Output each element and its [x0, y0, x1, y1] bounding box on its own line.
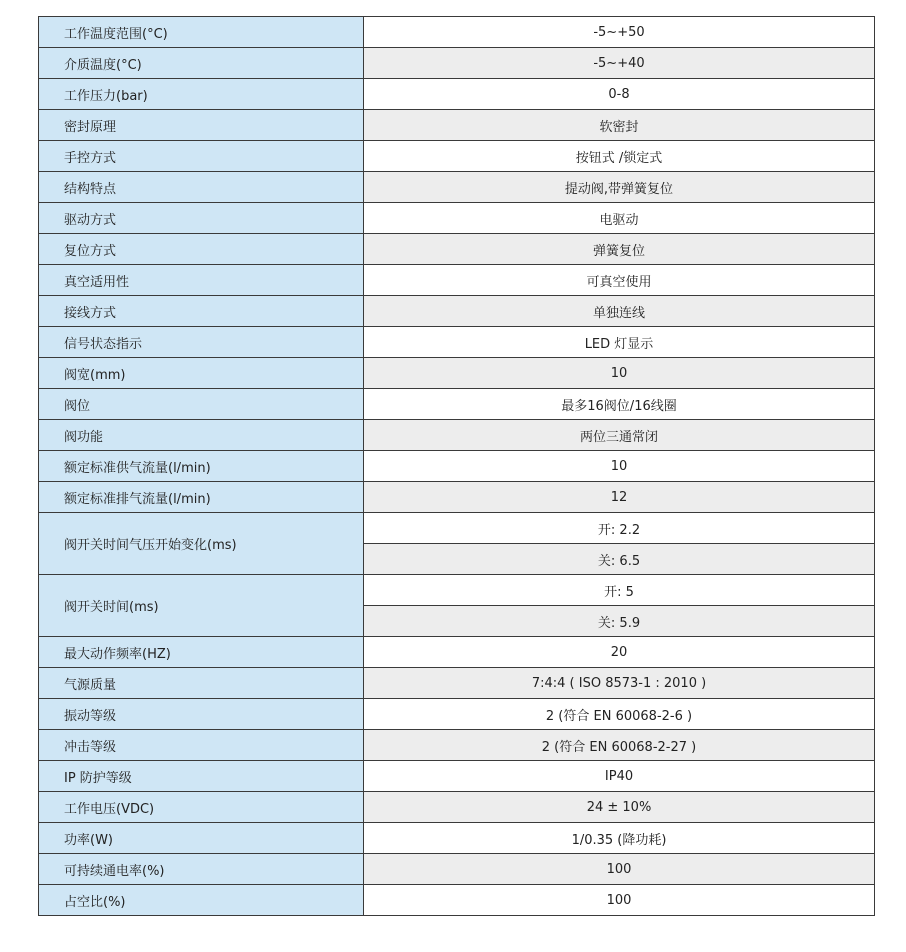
row-label: 结构特点: [39, 172, 364, 203]
row-value: -5~+50: [364, 17, 875, 48]
table-row: [39, 389, 875, 420]
row-label: IP 防护等级: [39, 761, 364, 792]
row-label: 工作电压(VDC): [39, 792, 364, 823]
row-label: 阀宽(mm): [39, 358, 364, 389]
row-value: 单独连线: [364, 296, 875, 327]
table-row: [39, 823, 875, 854]
row-value: 1/0.35 (降功耗): [364, 823, 875, 854]
row-label: 接线方式: [39, 296, 364, 327]
row-value: 10: [364, 451, 875, 482]
table-row: [39, 141, 875, 172]
row-value: 可真空使用: [364, 265, 875, 296]
row-value: LED 灯显示: [364, 327, 875, 358]
table-row: [39, 327, 875, 358]
row-label: 占空比(%): [39, 885, 364, 916]
row-label: 功率(W): [39, 823, 364, 854]
table-row: [39, 730, 875, 761]
row-label: 最大动作频率(HZ): [39, 637, 364, 668]
row-value: 100: [364, 885, 875, 916]
row-label: 振动等级: [39, 699, 364, 730]
row-label: 额定标准供气流量(l/min): [39, 451, 364, 482]
table-row: [39, 234, 875, 265]
table-row: [39, 420, 875, 451]
row-label: 驱动方式: [39, 203, 364, 234]
row-label: 可持续通电率(%): [39, 854, 364, 885]
row-label: 阀功能: [39, 420, 364, 451]
table-row: [39, 172, 875, 203]
table-row: [39, 48, 875, 79]
row-label: 介质温度(°C): [39, 48, 364, 79]
table-row: [39, 668, 875, 699]
row-value: 20: [364, 637, 875, 668]
table-row: [39, 110, 875, 141]
row-value: 7:4:4 ( ISO 8573-1 : 2010 ): [364, 668, 875, 699]
row-value: 开: 5: [364, 575, 875, 606]
row-value: -5~+40: [364, 48, 875, 79]
table-row: [39, 79, 875, 110]
row-value: 关: 6.5: [364, 544, 875, 575]
table-row: [39, 17, 875, 48]
table-row: [39, 482, 875, 513]
row-value: 最多16阀位/16线圈: [364, 389, 875, 420]
table-row: [39, 451, 875, 482]
row-label: 工作温度范围(°C): [39, 17, 364, 48]
row-value: 100: [364, 854, 875, 885]
row-label: 工作压力(bar): [39, 79, 364, 110]
row-value: 按钮式 /锁定式: [364, 141, 875, 172]
table-row: [39, 296, 875, 327]
table-row: [39, 792, 875, 823]
row-value: 软密封: [364, 110, 875, 141]
row-value: 2 (符合 EN 60068-2-27 ): [364, 730, 875, 761]
row-value: IP40: [364, 761, 875, 792]
row-label: 手控方式: [39, 141, 364, 172]
table-row: [39, 513, 875, 544]
row-label: 信号状态指示: [39, 327, 364, 358]
row-value: 24 ± 10%: [364, 792, 875, 823]
row-value: 10: [364, 358, 875, 389]
row-value: 2 (符合 EN 60068-2-6 ): [364, 699, 875, 730]
table-row: [39, 637, 875, 668]
table-row: [39, 265, 875, 296]
table-row: [39, 358, 875, 389]
table-row: [39, 203, 875, 234]
row-label: 气源质量: [39, 668, 364, 699]
row-label: 复位方式: [39, 234, 364, 265]
row-value: 提动阀,带弹簧复位: [364, 172, 875, 203]
row-value: 电驱动: [364, 203, 875, 234]
row-label: 阀开关时间气压开始变化(ms): [39, 513, 364, 575]
row-label: 真空适用性: [39, 265, 364, 296]
row-label: 密封原理: [39, 110, 364, 141]
row-label: 冲击等级: [39, 730, 364, 761]
table-row: [39, 699, 875, 730]
table-row: [39, 761, 875, 792]
row-label: 阀位: [39, 389, 364, 420]
table-row: [39, 885, 875, 916]
spec-table: [38, 16, 875, 916]
row-value: 关: 5.9: [364, 606, 875, 637]
row-value: 弹簧复位: [364, 234, 875, 265]
row-value: 0-8: [364, 79, 875, 110]
row-value: 12: [364, 482, 875, 513]
row-label: 阀开关时间(ms): [39, 575, 364, 637]
row-value: 两位三通常闭: [364, 420, 875, 451]
row-value: 开: 2.2: [364, 513, 875, 544]
table-row: [39, 854, 875, 885]
table-row: [39, 575, 875, 606]
row-label: 额定标准排气流量(l/min): [39, 482, 364, 513]
